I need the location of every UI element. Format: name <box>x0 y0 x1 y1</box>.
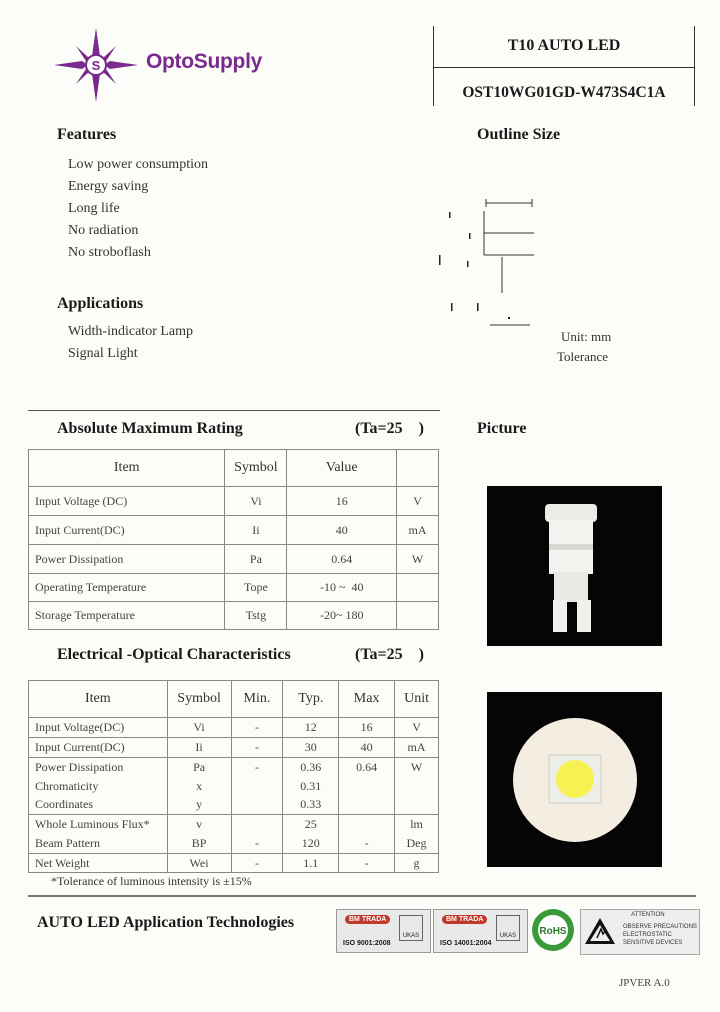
applications-title: Applications <box>57 295 144 312</box>
table-header: Min. <box>231 681 283 718</box>
eo-title: Electrical -Optical Characteristics <box>57 646 291 663</box>
list-item: Width-indicator Lamp <box>68 324 194 339</box>
brand-logo <box>52 26 302 104</box>
table-header: Symbol <box>225 450 287 487</box>
eo-condition: (Ta=25 ) <box>355 646 424 663</box>
picture-title: Picture <box>477 420 527 437</box>
led-side-photo <box>487 486 662 646</box>
list-item: Energy saving <box>68 179 149 194</box>
table-row: Storage Temperature Tstg -20~ 180 <box>29 602 439 630</box>
cert-brand: BM TRADA <box>345 915 390 924</box>
table-row: Net Weight Wei - 1.1 - g <box>29 854 439 873</box>
abs-max-table <box>28 449 439 630</box>
table-row: Beam Pattern BP - 120 - Deg <box>29 835 439 854</box>
list-item: Long life <box>68 201 120 216</box>
table-row: Power Dissipation Pa 0.64 W <box>29 545 439 574</box>
list-item: No radiation <box>68 223 139 238</box>
esd-warning <box>580 909 700 955</box>
table-row: Operating Temperature Tope -10 ~ 40 <box>29 574 439 602</box>
product-type: T10 AUTO LED <box>507 37 621 54</box>
list-item: Low power consumption <box>68 157 208 172</box>
cert-brand: BM TRADA <box>442 915 487 924</box>
table-header: Max <box>339 681 395 718</box>
logo-letter: S <box>91 58 101 73</box>
table-row: Chromaticity x 0.31 <box>29 777 439 796</box>
table-header: Symbol <box>167 681 231 718</box>
rohs-badge-icon <box>530 907 576 953</box>
eo-footnote: *Tolerance of luminous intensity is ±15% <box>51 874 252 888</box>
table-row: Input Voltage (DC) Vi 16 V <box>29 487 439 516</box>
footer-title: AUTO LED Application Technologies <box>37 914 295 931</box>
led-top-photo <box>487 692 662 867</box>
list-item: No stroboflash <box>68 245 151 260</box>
outline-title: Outline Size <box>477 126 561 143</box>
cert-mark: UKAS <box>399 915 423 941</box>
esd-line: OBSERVE PRECAUTIONS <box>623 924 697 930</box>
cert-standard: ISO 9001:2008 <box>343 940 391 947</box>
iso9001-cert <box>336 909 431 953</box>
version-label: JPVER A.0 <box>619 977 670 989</box>
list-item: Signal Light <box>68 346 138 361</box>
table-row: Input Current(DC) Ii 40 mA <box>29 516 439 545</box>
table-header <box>397 450 439 487</box>
esd-warning-icon <box>583 916 617 946</box>
outline-tolerance: Tolerance <box>557 349 609 364</box>
logo-star-icon <box>52 26 140 104</box>
brand-name: OptoSupply <box>146 50 262 73</box>
table-row: Power Dissipation Pa - 0.36 0.64 W <box>29 758 439 777</box>
esd-line: SENSITIVE DEVICES <box>623 940 683 946</box>
applications-list <box>68 324 193 368</box>
table-row: Input Current(DC) Ii - 30 40 mA <box>29 738 439 758</box>
abs-max-condition: (Ta=25 ) <box>355 420 424 437</box>
table-row: Input Voltage(DC) Vi - 12 16 V <box>29 718 439 738</box>
esd-title: ATTENTION <box>631 912 665 918</box>
features-title: Features <box>57 126 117 143</box>
esd-line: ELECTROSTATIC <box>623 932 672 938</box>
table-header: Value <box>287 450 397 487</box>
iso14001-cert <box>433 909 528 953</box>
cert-mark: UKAS <box>496 915 520 941</box>
section-divider <box>28 410 440 411</box>
table-header: Typ. <box>283 681 339 718</box>
table-row: Whole Luminous Flux* v 25 lm <box>29 815 439 835</box>
table-row: Coordinates y 0.33 <box>29 796 439 815</box>
table-header: Item <box>29 681 168 718</box>
features-list <box>68 157 208 267</box>
part-number: OST10WG01GD-W473S4C1A <box>462 84 666 101</box>
outline-drawing <box>432 185 552 335</box>
outline-unit: Unit: mm <box>561 329 612 344</box>
rohs-text: RoHS <box>539 926 567 937</box>
table-header: Item <box>29 450 225 487</box>
eo-table <box>28 680 439 873</box>
table-header: Unit <box>395 681 439 718</box>
abs-max-title: Absolute Maximum Rating <box>57 420 243 437</box>
cert-standard: ISO 14001:2004 <box>440 940 492 947</box>
footer-divider <box>28 895 696 897</box>
title-box <box>433 26 695 106</box>
